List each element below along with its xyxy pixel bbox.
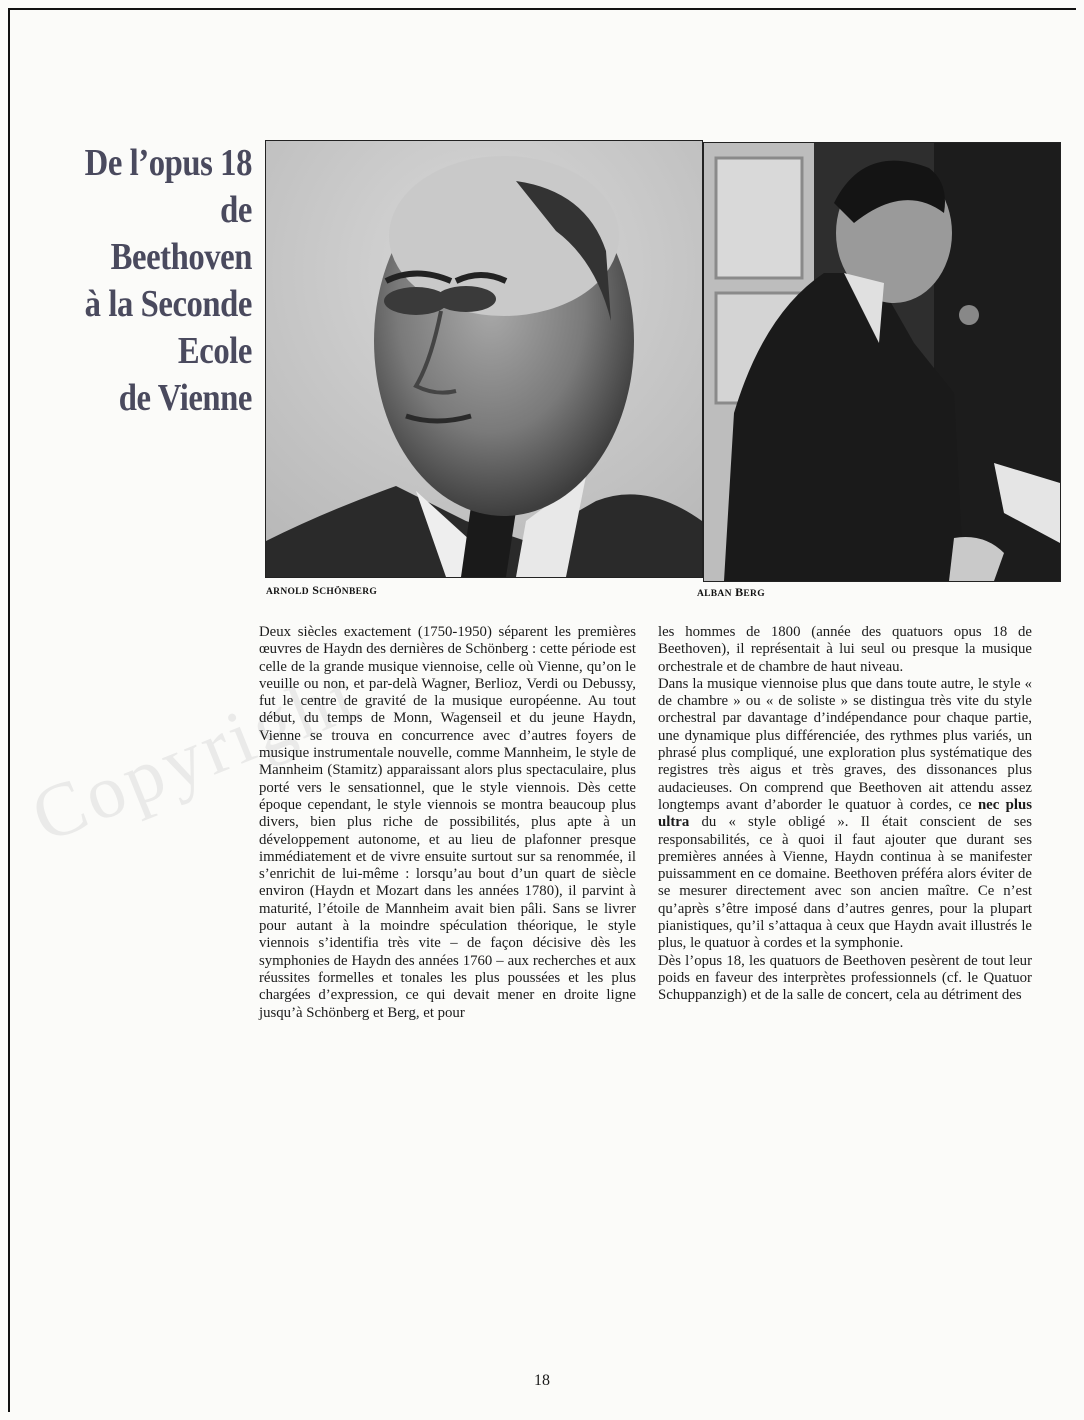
paragraph: Dans la musique viennoise plus que dans toute autre, le style « de chambre » ou « de soliste » se distingua très vite du style orchestral par davantage d’indépendance pour chaque partie, une dynamique plus différenciée, des rythmes plus variés, un phrasé plus compliqué, une exploration plus systématique des registres très aigus et très graves, des dissonances plus audacieuses. On comprend que Beethoven ait attendu assez longtemps avant d’aborder le quatuor à cordes, ce nec plus ultra du « style obligé ». Il était conscient de ses responsabilités, ce à quoi il faut ajouter que durant ses premières années à Vienne, Haydn continua à se manifester puissamment en ce domaine. Beethoven préféra alors éviter de se mesurer directement avec son ancien maître. Ce n’est qu’après s’être imposé dans d’autres genres, pour la plupart pianistiques, qu’il s’attaqua à ceux que Haydn avait illustrés le plus, le quatuor à cordes et la symphonie. (658, 675, 1032, 952)
paragraph: les hommes de 1800 (année des quatuors opus 18 de Beethoven), il représentait à lui seul ou presque la musique orchestrale et de chambre de haut niveau. (658, 624, 1032, 675)
text-column-right (658, 624, 1032, 1005)
copyright-watermark: Copyright (20, 651, 372, 859)
title-line: De l’opus 18 de (84, 142, 252, 231)
text-column-left (259, 624, 636, 1022)
title-line: de Vienne (118, 377, 252, 419)
title-line: Beethoven (110, 236, 252, 278)
page-number: 18 (534, 1372, 550, 1389)
page-title (61, 140, 252, 422)
photo-caption-berg: ALBAN BERG (697, 585, 765, 599)
schonberg-portrait-photo (265, 140, 703, 578)
paragraph: Deux siècles exactement (1750-1950) séparent les premières œuvres de Haydn des dernières de Schönberg : cette période est celle de la grande musique viennoise, celle où Vienne, qu’on le veuille ou non, et par-delà Wagner, Berlioz, Verdi ou Debussy, fut le centre de gravité de la musique européenne. Au tout début, du temps de Monn, Wagenseil et du jeune Haydn, Vienne se trouva en concurrence avec d’autres foyers de musique instrumentale nouvelle, comme Mannheim, le style de Mannheim (Stamitz) apparaissant alors plus spectaculaire, plus porté vers le sensationnel, que le style viennois. Dès cette époque cependant, le style viennois se montra beaucoup plus divers, bien plus riche de possibilités, plus apte à un développement autonome, et au lieu de plafonner presque immédiatement et de vivre ensuite surtout sur sa renommée, il s’enrichit de lui-même : lorsqu’au bout d’un quart de siècle environ (Haydn et Mozart dans les années 1780), il parvint à maturité, l’étoile de Mannheim avait bien pâli. Sans se livrer pour autant à la moindre spéculation théorique, le style viennois s’identifia très vite – de façon décisive dès les symphonies de Haydn des années 1760 – aux recherches et aux réussites formelles et tonales les plus poussées et les plus chargées d’expression, ce qui devait mener en droite ligne jusqu’à Schönberg et Berg, et pour (259, 624, 636, 1021)
paragraph: Dès l’opus 18, les quatuors de Beethoven pesèrent de tout leur poids en faveur des interprètes professionnels (cf. le Quatuor Schuppanzigh) et de la salle de concert, cela au détriment des (658, 952, 1032, 1004)
emphasis-nec-plus-ultra: nec plus ultra (658, 796, 1032, 831)
berg-pianist-photo (703, 142, 1061, 582)
portrait-photo-icon (266, 141, 702, 577)
photo-caption-schonberg: ARNOLD SCHÖNBERG (266, 583, 378, 597)
title-line: à la Seconde (84, 283, 252, 325)
title-line: Ecole (177, 330, 252, 372)
pianist-photo-icon (704, 143, 1060, 581)
